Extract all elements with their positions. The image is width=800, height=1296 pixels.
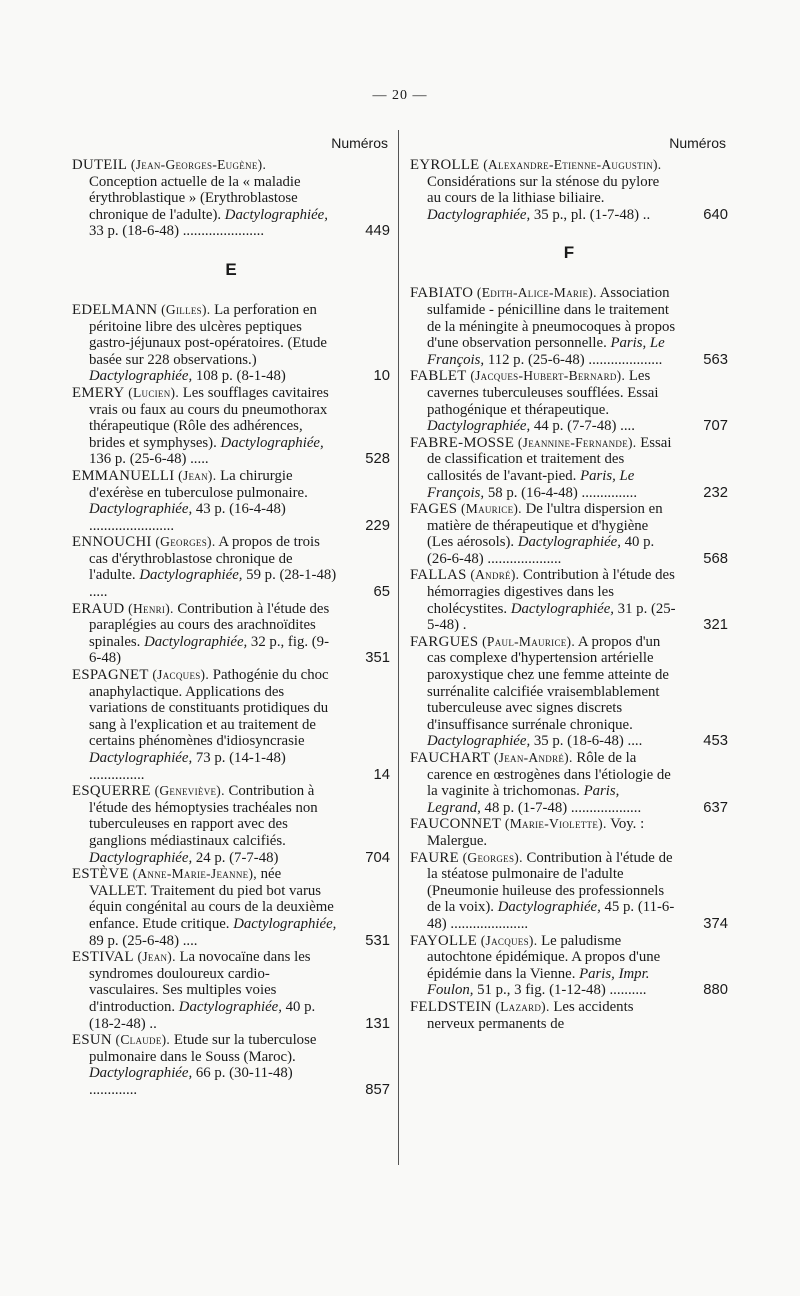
entry-publisher: Dactylographiée, [89,1065,193,1082]
author-surname: ESPAGNET [72,667,149,684]
entry-body [410,368,676,434]
entry-body [410,285,676,368]
author-given-names: (Jean-Georges-Eugène). [130,157,267,172]
entry-body [410,850,676,933]
author-surname: FAURE [410,849,459,866]
column-divider [398,130,399,1165]
index-entry [72,157,390,240]
left-column [72,135,390,1098]
index-entry [72,949,390,1032]
entry-title: Rôle de la carence en œstrogènes dans l'étiologie de la vaginite à trichomonas. [427,750,671,800]
entry-title: Essai de classification et traitement des callosités de l'avant-pied. [427,434,672,484]
author-given-names: (Claude). [115,1032,171,1048]
entry-details: 59 p. (28-1-48) ..... [89,567,337,601]
entry-title: Les accidents nerveux permanents de [427,998,634,1032]
entry-number: 531 [365,932,390,949]
entry-number: 453 [703,733,728,750]
entry-body [410,634,676,750]
author-surname: FABRE-MOSSE [410,434,515,451]
entry-details: 66 p. (30-11-48) ............. [89,1065,293,1098]
entry-number: 229 [365,517,390,534]
entry-number: 857 [365,1081,390,1098]
author-surname: ESTIVAL [72,949,134,966]
entry-details: 31 p. (25-5-48) . [427,600,676,634]
entry-body [410,435,676,501]
index-entry [410,501,728,567]
index-entry [410,157,728,223]
entry-details: 24 p. (7-7-48) [192,849,279,866]
author-surname: FAYOLLE [410,932,478,949]
author-given-names: (Jean). [137,949,176,965]
entry-title: Contribution à l'étude des hémoptysies trachéales non tuberculeuses en rapport avec des ganglions médiastinaux calcifiés. [89,783,318,849]
entry-number: 14 [373,766,390,783]
entry-publisher: Paris, Legrand, [427,783,620,816]
entry-body [410,501,676,567]
entry-publisher: Dactylographiée, [510,600,614,617]
index-entry [410,368,728,434]
index-entry [410,816,728,849]
entry-publisher: Dactylographiée, [89,750,193,766]
entry-publisher: Dactylographiée, [89,849,193,866]
entry-publisher: Dactylographiée, [427,733,531,750]
index-entry [72,534,390,600]
author-given-names: (Marie-Violette). [504,816,607,832]
author-given-names: (Jacques-Hubert-Bernard). [470,368,626,384]
index-entry [410,933,728,999]
entry-body [72,601,338,667]
entry-publisher: Dactylographiée, [224,206,328,223]
entry-number: 10 [373,368,390,385]
entry-title: A propos d'un cas complexe d'hypertension artérielle paroxystique chez une femme atteinte de surrénalite calcifiée vraisemblablement tuberculeuse avec signes discrets d'insuffisance surrénale chronique. [427,633,669,733]
author-surname: ESQUERRE [72,783,151,800]
entry-body [72,949,338,1032]
entry-publisher: Dactylographiée, [233,915,337,932]
author-surname: FAGES [410,501,458,518]
author-surname: EYROLLE [410,157,480,173]
author-given-names: (André). [470,567,520,583]
author-given-names: (Jean). [178,467,217,483]
entry-title: Contribution à l'étude des paraplégies au cours des arachnoïdites spinales. [89,600,330,650]
entry-publisher: Dactylographiée, [497,899,601,916]
entry-title: Voy. : [610,816,645,833]
entry-number: 707 [703,418,728,435]
entry-number: 568 [703,550,728,567]
entry-details: 45 p. (11-6-48) ..................... [427,899,675,932]
entry-publisher: Dactylographiée, [427,206,531,223]
entry-details: 40 p. (26-6-48) .................... [427,534,655,567]
entry-number: 351 [365,650,390,667]
author-surname: FAUCONNET [410,816,502,833]
entry-number: 449 [365,223,390,240]
entry-number: 637 [703,799,728,816]
entry-number: 880 [703,982,728,999]
index-entry [72,601,390,667]
entry-details: 136 p. (25-6-48) ..... [89,451,209,468]
entry-details: 43 p. (16-4-48) ....................... [89,501,286,534]
entry-body [72,866,338,949]
entry-details: 35 p. (18-6-48) .... [530,733,643,750]
entry-publisher: Dactylographiée, [139,567,243,584]
entry-title: Contribution à l'étude de la stéatose pulmonaire de l'adulte (Pneumonie huileuse des professionnels de la voix). [427,849,673,916]
author-given-names: (Anne-Marie-Jeanne), [132,866,257,882]
author-given-names: (Jacques). [480,932,538,948]
entry-number: 321 [703,617,728,634]
author-surname: FABLET [410,368,467,385]
author-surname: EMMANUELLI [72,467,175,484]
author-surname: FELDSTEIN [410,998,492,1015]
entry-body [72,385,338,468]
entry-title: Association sulfamide - pénicilline dans le traitement de la méningite à pneumocoques à propos d'une observation personnelle. [427,285,676,352]
entry-title: Contribution à l'étude des hémorragies digestives dans les cholécystites. [427,567,675,617]
entry-details: 58 p. (16-4-48) ............... [484,484,638,501]
entry-number: 131 [365,1015,390,1032]
entry-details: 108 p. (8-1-48) [192,368,286,385]
author-given-names: (Georges). [155,534,216,550]
author-surname: FABIATO [410,285,474,302]
entry-body [410,816,676,849]
section-letter-f: F [563,243,575,263]
entry-body [410,999,676,1032]
entry-body [410,567,676,633]
author-surname: EDELMANN [72,301,158,318]
index-entry [72,1032,390,1098]
entry-details: 89 p. (25-6-48) .... [89,932,198,949]
section-letter-e: E [225,259,237,279]
left-top-entries [72,157,390,240]
entry-body [410,157,676,223]
entry-details: 33 p. (18-6-48) ...................... [89,223,265,240]
entry-publisher: Dactylographiée, [89,368,193,385]
entry-publisher: Paris, Le François, [427,335,665,368]
entry-number: 528 [365,451,390,468]
author-given-names: (Jeannine-Fernande). [517,434,637,450]
index-entry [410,750,728,816]
page-number: — 20 — [372,88,428,103]
author-given-names: (Geneviève). [154,783,225,799]
author-surname: ERAUD [72,600,125,617]
author-surname: ESTÈVE [72,866,129,883]
entry-publisher: Dactylographiée, [220,434,324,451]
author-given-names: (Jacques). [152,667,210,683]
index-entry [410,999,728,1032]
entry-publisher: Paris, Impr. Foulon, [427,965,650,999]
author-surname: FAUCHART [410,750,491,766]
index-entry [410,567,728,633]
entry-title: De l'ultra dispersion en matière de thérapeutique et d'hygiène (Les aérosols). [427,501,663,551]
entry-publisher: Dactylographiée, [517,534,621,551]
entry-details: 73 p. (14-1-48) ............... [89,750,286,783]
author-given-names: (Henri). [128,600,174,616]
index-entry [410,634,728,750]
author-given-names: (Alexandre-Etienne-Augustin). [483,157,662,172]
entry-body [72,1032,338,1098]
author-given-names: (Georges). [462,849,523,865]
author-given-names: (Edith-Alice-Marie). [476,285,597,301]
entry-publisher: Dactylographiée, [178,998,282,1015]
entry-publisher: Dactylographiée, [144,633,248,650]
entry-title: A propos de trois cas d'érythroblastose chronique de l'adulte. [89,534,320,584]
index-entry [72,302,390,385]
entry-number: 563 [703,351,728,368]
entry-title: Les cavernes tuberculeuses soufflées. Essai pathogénique et thérapeutique. [427,368,659,418]
entry-number: 65 [373,584,390,601]
entry-title: Pathogénie du choc anaphylactique. Applications des variations de constituants protidiques du sang à l'explication et au traitement de certains phénomènes d'idiosyncrasie [89,667,329,750]
author-surname: ESUN [72,1032,112,1049]
entry-details: 112 p. (25-6-48) .................... [484,351,663,368]
author-surname: FALLAS [410,567,467,584]
index-entry [410,285,728,368]
entry-number: 232 [703,484,728,501]
entry-details: Malergue. [427,832,488,849]
entry-body [72,468,338,534]
entry-number: 704 [365,849,390,866]
entry-number: 374 [703,915,728,932]
entry-title: Etude sur la tuberculose pulmonaire dans le Souss (Maroc). [89,1032,317,1065]
entry-details: 44 p. (7-7-48) .... [530,418,635,435]
author-surname: FARGUES [410,633,479,650]
index-entry [72,667,390,783]
entry-body [72,534,338,600]
author-given-names: (Maurice). [460,501,522,517]
column-header-numeros: Numéros [669,135,726,151]
entry-title: Considérations sur la sténose du pylore au cours de la lithiase biliaire. [427,173,660,207]
entry-details: 48 p. (1-7-48) ................... [480,799,642,816]
entry-details: 35 p., pl. (1-7-48) .. [530,206,651,223]
index-entry [72,866,390,949]
entry-title: La chirurgie d'exérèse en tuberculose pulmonaire. [89,467,308,501]
entry-title: Conception actuelle de la « maladie érythroblastique » (Erythroblastose chronique de l'adulte). [89,173,301,223]
entry-publisher: Dactylographiée, [89,501,193,518]
entry-body [410,750,676,816]
right-top-entries [410,157,728,223]
right-entries [410,285,728,1032]
index-entry [72,385,390,468]
entry-publisher: Dactylographiée, [427,418,531,435]
entry-body [410,933,676,999]
author-given-names: (Lazard). [495,998,550,1014]
entry-details: 40 p. (18-2-48) .. [89,998,316,1032]
entry-publisher: Paris, Le François, [427,467,635,501]
entry-details: 51 p., 3 fig. (1-12-48) .......... [473,982,647,999]
index-entry [410,435,728,501]
entry-title: née VALLET. Traitement du pied bot varus équin congénital au cours de la deuxième enfance. Etude critique. [89,866,334,932]
author-given-names: (Paul-Maurice). [482,633,576,649]
author-surname: DUTEIL [72,157,128,173]
entry-body [72,667,338,783]
entry-body [72,783,338,866]
entry-number: 640 [703,206,728,223]
entry-body [72,302,338,385]
index-entry [410,850,728,933]
author-given-names: (Jean-André). [493,750,573,765]
column-header-numeros: Numéros [331,135,388,151]
index-entry [72,468,390,534]
entry-title: Le paludisme autochtone épidémique. A propos d'une épidémie dans la Vienne. [427,932,661,982]
entry-body [72,157,338,240]
author-given-names: (Gilles). [161,301,211,317]
index-entry [72,783,390,866]
entry-title: La perforation en péritoine libre des ulcères peptiques gastro-jéjunaux post-opératoires. (Etude basée sur 228 observations.) [89,301,327,368]
left-entries [72,302,390,1099]
entry-title: Les soufflages cavitaires vrais ou faux au cours du pneumothorax thérapeutique (Rôle des adhérences, brides et symphyses). [89,384,329,451]
entry-details: 32 p., fig. (9-6-48) [89,633,329,667]
author-given-names: (Lucien). [128,384,179,400]
author-surname: ENNOUCHI [72,534,152,551]
author-surname: EMERY [72,384,125,401]
entry-title: La novocaïne dans les syndromes douloureux cardio-vasculaires. Ses multiples voies d'introduction. [89,949,311,1015]
right-column [410,135,728,1032]
